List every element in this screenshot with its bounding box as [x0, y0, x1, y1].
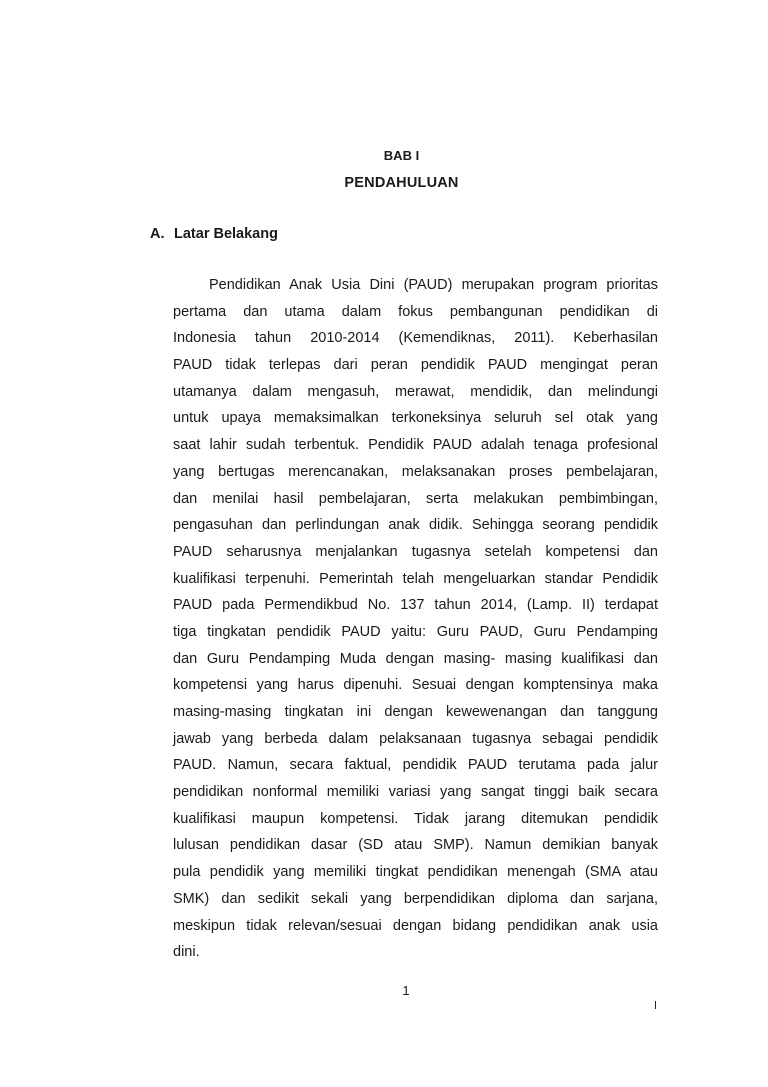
paragraph-line: kompetensi yang harus dipenuhi. Sesuai dengan komptensinya maka — [173, 677, 658, 694]
paragraph-line: SMK) dan sedikit sekali yang berpendidikan diploma dan sarjana, — [173, 890, 658, 907]
paragraph-line: pula pendidik yang memiliki tingkat pendidikan menengah (SMA atau — [173, 864, 658, 881]
paragraph-line: pertama dan utama dalam fokus pembangunan pendidikan di — [173, 303, 658, 320]
paragraph-line: dan Guru Pendamping Muda dengan masing- masing kualifikasi dan — [173, 650, 658, 667]
paragraph-line: lulusan pendidikan dasar (SD atau SMP). Namun demikian banyak — [173, 837, 658, 854]
paragraph-line: PAUD pada Permendikbud No. 137 tahun 2014, (Lamp. II) terdapat — [173, 597, 658, 614]
paragraph-line: dini. — [173, 944, 200, 961]
paragraph-line: yang bertugas merencanakan, melaksanakan proses pembelajaran, — [173, 463, 658, 480]
paragraph-line: kualifikasi maupun kompetensi. Tidak jarang ditemukan pendidik — [173, 810, 658, 827]
paragraph-line: dan menilai hasil pembelajaran, serta melakukan pembimbingan, — [173, 490, 658, 507]
paragraph-line: PAUD. Namun, secara faktual, pendidik PAUD terutama pada jalur — [173, 757, 658, 774]
paragraph-line: PAUD seharusnya menjalankan tugasnya setelah kompetensi dan — [173, 543, 658, 560]
section-letter: A. — [150, 226, 165, 242]
chapter-number: BAB I — [383, 148, 420, 163]
section-title: Latar Belakang — [174, 226, 278, 242]
paragraph-line: kualifikasi terpenuhi. Pemerintah telah mengeluarkan standar Pendidik — [173, 570, 658, 587]
section-heading — [150, 226, 278, 242]
paragraph-line: saat lahir sudah terbentuk. Pendidik PAUD adalah tenaga profesional — [173, 437, 658, 454]
page-number: 1 — [402, 983, 410, 998]
body-paragraph — [173, 277, 658, 971]
paragraph-line: utamanya dalam mengasuh, merawat, mendidik, dan melindungi — [173, 383, 658, 400]
paragraph-line: Pendidikan Anak Usia Dini (PAUD) merupakan program prioritas — [209, 277, 658, 293]
paragraph-line: masing-masing tingkatan ini dengan kewewenangan dan tanggung — [173, 704, 658, 720]
chapter-title: PENDAHULUAN — [344, 175, 459, 191]
paragraph-line: tiga tingkatan pendidik PAUD yaitu: Guru PAUD, Guru Pendamping — [173, 623, 658, 640]
paragraph-line: pendidikan nonformal memiliki variasi yang sangat tinggi baik secara — [173, 784, 658, 801]
paragraph-line: PAUD tidak terlepas dari peran pendidik PAUD mengingat peran — [173, 357, 658, 374]
scan-mark — [655, 1001, 656, 1009]
paragraph-line: pengasuhan dan perlindungan anak didik. Sehingga seorang pendidik — [173, 517, 658, 534]
paragraph-line: untuk upaya memaksimalkan terkoneksinya seluruh sel otak yang — [173, 410, 658, 427]
paragraph-line: meskipun tidak relevan/sesuai dengan bidang pendidikan anak usia — [173, 917, 658, 934]
paragraph-line: jawab yang berbeda dalam pelaksanaan tugasnya sebagai pendidik — [173, 730, 658, 747]
paragraph-line: Indonesia tahun 2010-2014 (Kemendiknas, 2011). Keberhasilan — [173, 330, 658, 347]
